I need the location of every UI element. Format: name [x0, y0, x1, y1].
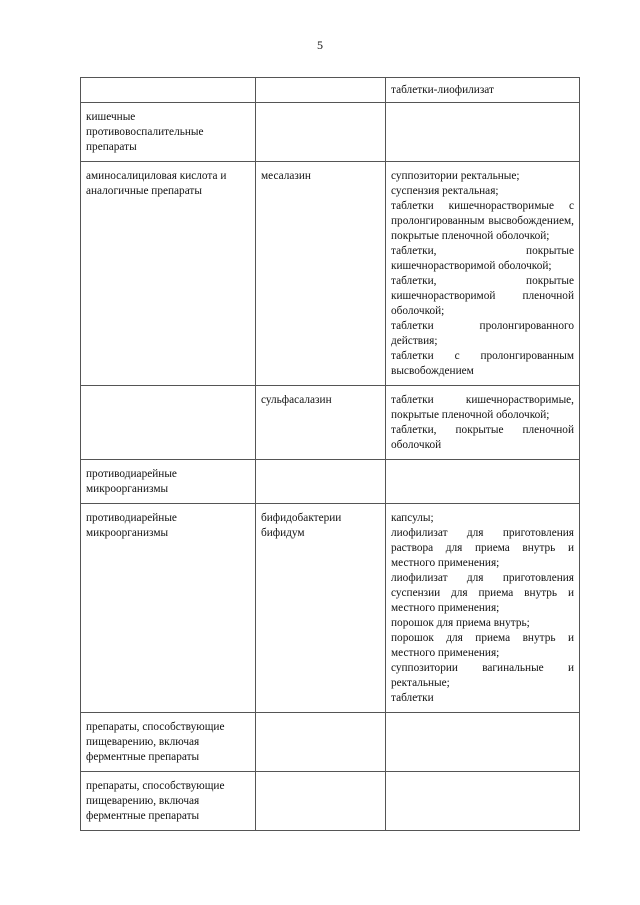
substance-cell — [256, 772, 386, 831]
form-item: капсулы; — [391, 512, 434, 524]
form-item: порошок для приема внутрь и местного применения; — [391, 632, 574, 659]
group-cell: противодиарейные микроорганизмы — [81, 504, 256, 713]
table-row — [81, 103, 580, 162]
forms-cell — [386, 504, 580, 713]
forms-cell — [386, 460, 580, 504]
group-cell: кишечные противовоспалительные препараты — [81, 103, 256, 162]
group-cell — [81, 78, 256, 103]
form-item: таблетки пролонгированного действия; — [391, 320, 574, 347]
form-item: порошок для приема внутрь; — [391, 617, 530, 629]
group-cell: противодиарейные микроорганизмы — [81, 460, 256, 504]
form-item: таблетки, покрытые кишечнорастворимой оболочкой; — [391, 245, 574, 272]
form-item: суппозитории ректальные; — [391, 170, 520, 182]
group-cell — [81, 386, 256, 460]
table-row — [81, 78, 580, 103]
form-item: таблетки кишечнорастворимые, покрытые пленочной оболочкой; — [391, 394, 574, 421]
form-item: лиофилизат для приготовления раствора для приема внутрь и местного применения; — [391, 527, 574, 569]
group-cell: аминосалициловая кислота и аналогичные препараты — [81, 162, 256, 386]
substance-cell: сульфасалазин — [256, 386, 386, 460]
substance-cell: бифидобактерии бифидум — [256, 504, 386, 713]
table-row — [81, 504, 580, 713]
table-row — [81, 460, 580, 504]
forms-cell — [386, 772, 580, 831]
table-row — [81, 772, 580, 831]
forms-cell — [386, 713, 580, 772]
page-number: 5 — [317, 38, 323, 52]
form-item: таблетки — [391, 692, 434, 704]
group-cell: препараты, способствующие пищеварению, включая ферментные препараты — [81, 772, 256, 831]
form-item: таблетки, покрытые пленочной оболочкой — [391, 424, 574, 451]
substance-cell — [256, 713, 386, 772]
table-row — [81, 162, 580, 386]
substance-cell — [256, 78, 386, 103]
forms-cell — [386, 386, 580, 460]
forms-cell — [386, 162, 580, 386]
form-item: суппозитории вагинальные и ректальные; — [391, 662, 574, 689]
form-item: таблетки кишечнорастворимые с пролонгированным высвобождением, покрытые пленочной оболочкой; — [391, 200, 574, 242]
form-item: суспензия ректальная; — [391, 185, 499, 197]
table-row — [81, 713, 580, 772]
drug-table — [80, 77, 580, 831]
group-cell: препараты, способствующие пищеварению, включая ферментные препараты — [81, 713, 256, 772]
form-item: таблетки, покрытые кишечнорастворимой пленочной оболочкой; — [391, 275, 574, 317]
substance-cell: месалазин — [256, 162, 386, 386]
forms-cell — [386, 78, 580, 103]
substance-cell — [256, 103, 386, 162]
substance-cell — [256, 460, 386, 504]
form-item: таблетки с пролонгированным высвобождением — [391, 350, 574, 377]
form-item: лиофилизат для приготовления суспензии для приема внутрь и местного применения; — [391, 572, 574, 614]
form-item: таблетки-лиофилизат — [391, 84, 494, 96]
table-row — [81, 386, 580, 460]
forms-cell — [386, 103, 580, 162]
